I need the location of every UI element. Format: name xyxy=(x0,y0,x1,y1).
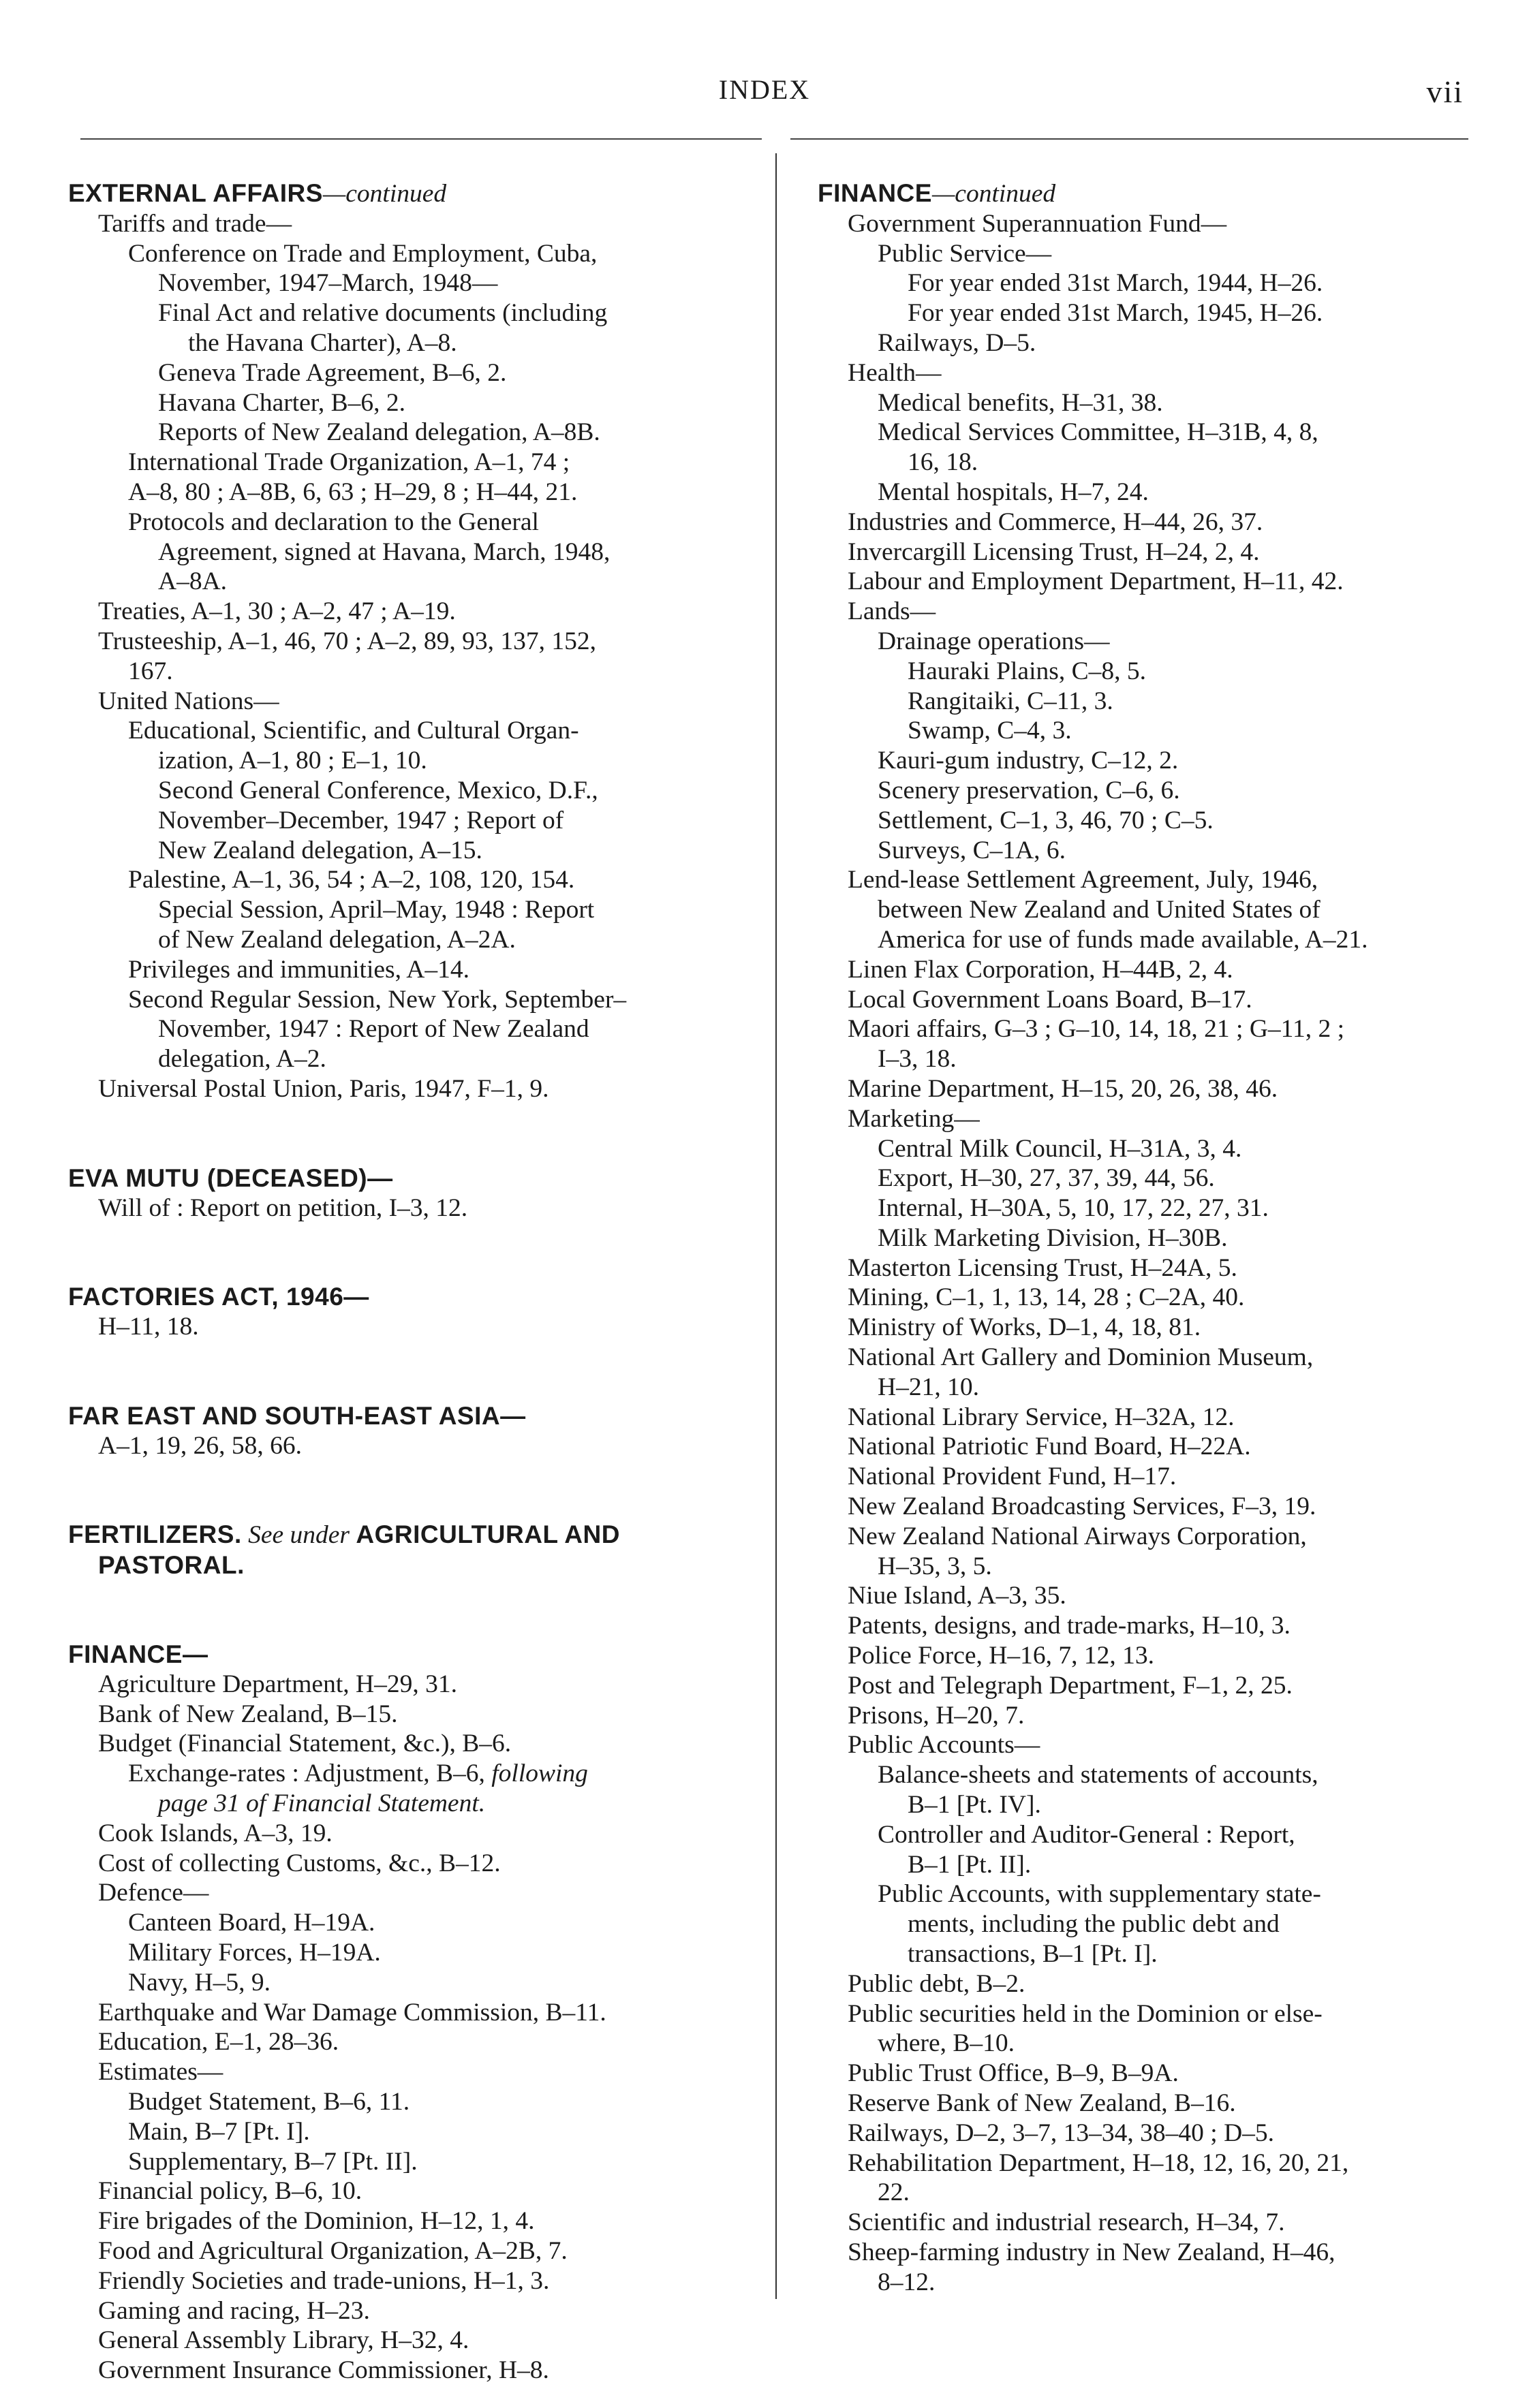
index-entry: International Trade Organization, A–1, 74 ; xyxy=(128,448,570,477)
index-entry: Fire brigades of the Dominion, H–12, 1, 4. xyxy=(98,2207,535,2236)
index-entry: Maori affairs, G–3 ; G–10, 14, 18, 21 ; G–11, 2 ; xyxy=(848,1015,1345,1044)
continued-label: —continued xyxy=(322,180,447,208)
index-entry: November, 1947 : Report of New Zealand xyxy=(158,1015,589,1044)
page-number: vii xyxy=(1426,74,1464,109)
index-entry: Treaties, A–1, 30 ; A–2, 47 ; A–19. xyxy=(98,597,456,626)
heading-text: EXTERNAL AFFAIRS xyxy=(68,179,323,207)
index-entry: Public securities held in the Dominion or else- xyxy=(848,1999,1323,2028)
index-heading: EVA MUTU (DECEASED)— xyxy=(68,1163,393,1192)
index-entry: Supplementary, B–7 [Pt. II]. xyxy=(128,2147,418,2176)
index-entry: Marine Department, H–15, 20, 26, 38, 46. xyxy=(848,1074,1278,1103)
spacer xyxy=(68,1342,753,1401)
left-column xyxy=(68,178,753,2386)
index-entry: Cook Islands, A–3, 19. xyxy=(98,1819,333,1847)
index-entry: Industries and Commerce, H–44, 26, 37. xyxy=(848,507,1263,536)
index-entry: Trusteeship, A–1, 46, 70 ; A–2, 89, 93, 137, 152, xyxy=(98,627,596,655)
index-entry: between New Zealand and United States of xyxy=(878,896,1320,924)
index-entry: National Provident Fund, H–17. xyxy=(848,1463,1177,1491)
column-divider xyxy=(775,153,777,2299)
index-heading xyxy=(818,178,1472,209)
index-entry: Medical benefits, H–31, 38. xyxy=(878,388,1163,417)
index-entry: Lend-lease Settlement Agreement, July, 1946, xyxy=(848,866,1318,894)
index-entry: Cost of collecting Customs, &c., B–12. xyxy=(98,1849,501,1877)
heading-text: FINANCE xyxy=(818,179,932,207)
index-entry: Estimates— xyxy=(98,2058,223,2086)
index-heading: FAR EAST AND SOUTH-EAST ASIA— xyxy=(68,1401,526,1430)
index-entry: Drainage operations— xyxy=(878,627,1110,655)
index-entry: Sheep-farming industry in New Zealand, H–46, xyxy=(848,2238,1335,2266)
index-entry: Hauraki Plains, C–8, 5. xyxy=(908,657,1146,685)
index-entry: Second Regular Session, New York, September– xyxy=(128,985,627,1014)
index-entry: Education, E–1, 28–36. xyxy=(98,2028,339,2057)
index-entry: Rehabilitation Department, H–18, 12, 16, 20, 21, xyxy=(848,2148,1349,2177)
heading-text: FERTILIZERS. xyxy=(68,1520,242,1549)
index-entry: where, B–10. xyxy=(878,2029,1015,2058)
index-entry: Agriculture Department, H–29, 31. xyxy=(98,1670,457,1698)
index-entry: Controller and Auditor-General : Report, xyxy=(878,1820,1295,1849)
index-entry: Gaming and racing, H–23. xyxy=(98,2296,370,2325)
index-entry: For year ended 31st March, 1944, H–26. xyxy=(908,269,1323,298)
index-entry: Post and Telegraph Department, F–1, 2, 25. xyxy=(848,1671,1293,1700)
index-entry: A–8, 80 ; A–8B, 6, 63 ; H–29, 8 ; H–44, 21. xyxy=(128,478,578,506)
index-heading xyxy=(68,1520,753,1550)
entry-text: Exchange-rates : Adjustment, B–6, xyxy=(128,1760,485,1788)
index-entry: Marketing— xyxy=(848,1104,980,1133)
header-rule-left xyxy=(80,138,762,140)
index-entry: Educational, Scientific, and Cultural Organ- xyxy=(128,717,579,745)
index-entry: A–8A. xyxy=(158,567,228,596)
index-entry: November–December, 1947 ; Report of xyxy=(158,806,564,834)
index-entry: Ministry of Works, D–1, 4, 18, 81. xyxy=(848,1313,1201,1342)
index-heading: FINANCE— xyxy=(68,1640,208,1669)
index-entry: America for use of funds made available, A–21. xyxy=(878,925,1368,954)
spacer xyxy=(68,1223,753,1282)
index-entry: Public Trust Office, B–9, B–9A. xyxy=(848,2059,1179,2088)
index-entry: H–21, 10. xyxy=(878,1373,979,1401)
index-entry: Export, H–30, 27, 37, 39, 44, 56. xyxy=(878,1164,1215,1193)
index-entry: ization, A–1, 80 ; E–1, 10. xyxy=(158,747,427,775)
index-entry: Defence— xyxy=(98,1879,209,1907)
index-entry: Main, B–7 [Pt. I]. xyxy=(128,2117,310,2146)
index-entry: Military Forces, H–19A. xyxy=(128,1939,381,1967)
index-entry: Reports of New Zealand delegation, A–8B. xyxy=(158,418,600,447)
index-entry: Lands— xyxy=(848,597,936,626)
index-entry: Public debt, B–2. xyxy=(848,1969,1025,1998)
spacer xyxy=(68,1580,753,1640)
index-entry: Public Accounts, with supplementary state- xyxy=(878,1880,1321,1909)
index-entry: Kauri-gum industry, C–12, 2. xyxy=(878,747,1179,775)
index-entry: Rangitaiki, C–11, 3. xyxy=(908,687,1113,715)
index-entry: 8–12. xyxy=(878,2268,936,2296)
index-entry: H–35, 3, 5. xyxy=(878,1552,992,1580)
index-entry: Privileges and immunities, A–14. xyxy=(128,955,470,984)
index-entry: Conference on Trade and Employment, Cuba, xyxy=(128,239,598,268)
index-entry: B–1 [Pt. II]. xyxy=(908,1850,1032,1879)
index-entry: Balance-sheets and statements of accounts, xyxy=(878,1761,1318,1789)
index-entry: ments, including the public debt and xyxy=(908,1910,1280,1939)
index-entry: Agreement, signed at Havana, March, 1948, xyxy=(158,537,611,566)
index-entry: Prisons, H–20, 7. xyxy=(848,1701,1025,1730)
index-entry: Surveys, C–1A, 6. xyxy=(878,836,1066,864)
index-entry: Friendly Societies and trade-unions, H–1, 3. xyxy=(98,2266,550,2295)
index-entry: the Havana Charter), A–8. xyxy=(188,328,457,357)
index-entry: Geneva Trade Agreement, B–6, 2. xyxy=(158,358,507,387)
continued-label: —continued xyxy=(931,180,1056,208)
index-entry: New Zealand National Airways Corporation, xyxy=(848,1522,1307,1550)
index-entry: Public Accounts— xyxy=(848,1731,1040,1760)
index-entry: Tariffs and trade— xyxy=(98,209,292,238)
index-entry: Patents, designs, and trade-marks, H–10, 3. xyxy=(848,1612,1291,1640)
index-entry: Budget (Financial Statement, &c.), B–6. xyxy=(98,1730,512,1758)
index-entry: Palestine, A–1, 36, 54 ; A–2, 108, 120, 154. xyxy=(128,866,575,894)
index-entry: Budget Statement, B–6, 11. xyxy=(128,2088,410,2116)
index-entry: Canteen Board, H–19A. xyxy=(128,1909,375,1937)
index-entry: Financial policy, B–6, 10. xyxy=(98,2177,362,2206)
index-entry: Will of : Report on petition, I–3, 12. xyxy=(98,1193,468,1222)
index-entry: National Art Gallery and Dominion Museum, xyxy=(848,1343,1314,1372)
index-entry: Labour and Employment Department, H–11, 42. xyxy=(848,567,1344,596)
index-entry: Scenery preservation, C–6, 6. xyxy=(878,776,1180,804)
index-entry: Bank of New Zealand, B–15. xyxy=(98,1700,398,1728)
right-column xyxy=(818,178,1472,2298)
index-entry: Havana Charter, B–6, 2. xyxy=(158,388,405,417)
index-heading: FACTORIES ACT, 1946— xyxy=(68,1283,369,1311)
index-entry: Scientific and industrial research, H–34, 7. xyxy=(848,2208,1285,2237)
index-entry: Final Act and relative documents (including xyxy=(158,299,608,328)
index-entry: Swamp, C–4, 3. xyxy=(908,717,1072,745)
index-entry: November, 1947–March, 1948— xyxy=(158,269,498,298)
index-entry: 167. xyxy=(128,657,173,685)
index-entry: Government Superannuation Fund— xyxy=(848,209,1227,238)
index-entry: transactions, B–1 [Pt. I]. xyxy=(908,1940,1158,1969)
index-entry: Local Government Loans Board, B–17. xyxy=(848,985,1252,1014)
cross-reference: AGRICULTURAL AND xyxy=(356,1520,620,1549)
index-heading xyxy=(68,178,753,209)
spacer xyxy=(68,1460,753,1520)
index-entry: A–1, 19, 26, 58, 66. xyxy=(98,1431,302,1460)
index-entry: 16, 18. xyxy=(908,448,978,477)
spacer xyxy=(68,1104,753,1163)
index-entry: 22. xyxy=(878,2178,910,2207)
index-entry: Mental hospitals, H–7, 24. xyxy=(878,478,1149,506)
index-entry: General Assembly Library, H–32, 4. xyxy=(98,2326,469,2355)
index-entry: Railways, D–2, 3–7, 13–34, 38–40 ; D–5. xyxy=(848,2118,1275,2147)
index-entry: Special Session, April–May, 1948 : Report xyxy=(158,896,595,924)
index-entry: Food and Agricultural Organization, A–2B, 7. xyxy=(98,2237,568,2266)
index-entry: Settlement, C–1, 3, 46, 70 ; C–5. xyxy=(878,806,1214,834)
index-entry: United Nations— xyxy=(98,687,279,715)
index-entry: Mining, C–1, 1, 13, 14, 28 ; C–2A, 40. xyxy=(848,1283,1245,1312)
index-entry: B–1 [Pt. IV]. xyxy=(908,1791,1041,1819)
index-entry: New Zealand delegation, A–15. xyxy=(158,836,482,864)
index-entry: Government Insurance Commissioner, H–8. xyxy=(98,2356,549,2385)
index-entry: Health— xyxy=(848,358,942,387)
index-entry: National Library Service, H–32A, 12. xyxy=(848,1403,1235,1431)
index-entry: I–3, 18. xyxy=(878,1045,957,1074)
index-entry: Second General Conference, Mexico, D.F., xyxy=(158,776,598,804)
index-entry: of New Zealand delegation, A–2A. xyxy=(158,925,516,954)
index-entry: National Patriotic Fund Board, H–22A. xyxy=(848,1433,1251,1461)
entry-italic: following xyxy=(491,1760,588,1788)
index-entry: Reserve Bank of New Zealand, B–16. xyxy=(848,2089,1236,2117)
index-entry: H–11, 18. xyxy=(98,1313,199,1341)
index-entry: Central Milk Council, H–31A, 3, 4. xyxy=(878,1134,1242,1163)
index-entry: Universal Postal Union, Paris, 1947, F–1, 9. xyxy=(98,1074,549,1103)
index-entry: Navy, H–5, 9. xyxy=(128,1968,271,1997)
see-under-label: See under xyxy=(248,1521,350,1550)
index-entry: Public Service— xyxy=(878,239,1052,268)
index-entry: page 31 of Financial Statement. xyxy=(158,1789,486,1818)
index-entry: Linen Flax Corporation, H–44B, 2, 4. xyxy=(848,955,1233,984)
index-entry: Milk Marketing Division, H–30B. xyxy=(878,1223,1228,1252)
index-entry: For year ended 31st March, 1945, H–26. xyxy=(908,299,1323,328)
index-entry: Medical Services Committee, H–31B, 4, 8, xyxy=(878,418,1318,447)
index-entry: Masterton Licensing Trust, H–24A, 5. xyxy=(848,1253,1237,1282)
index-entry xyxy=(68,1759,753,1789)
index-entry: Railways, D–5. xyxy=(878,328,1036,357)
header-rule-right xyxy=(790,138,1468,140)
index-entry: Police Force, H–16, 7, 12, 13. xyxy=(848,1642,1154,1670)
index-entry: Internal, H–30A, 5, 10, 17, 22, 27, 31. xyxy=(878,1194,1269,1223)
cross-reference: PASTORAL. xyxy=(98,1551,245,1580)
index-entry: Protocols and declaration to the General xyxy=(128,507,539,536)
index-entry: Earthquake and War Damage Commission, B–11. xyxy=(98,1998,606,2027)
index-entry: delegation, A–2. xyxy=(158,1045,326,1074)
index-entry: New Zealand Broadcasting Services, F–3, 19. xyxy=(848,1492,1316,1521)
page-title: INDEX xyxy=(718,74,811,105)
index-entry: Invercargill Licensing Trust, H–24, 2, 4. xyxy=(848,537,1260,566)
index-entry: Niue Island, A–3, 35. xyxy=(848,1582,1066,1610)
